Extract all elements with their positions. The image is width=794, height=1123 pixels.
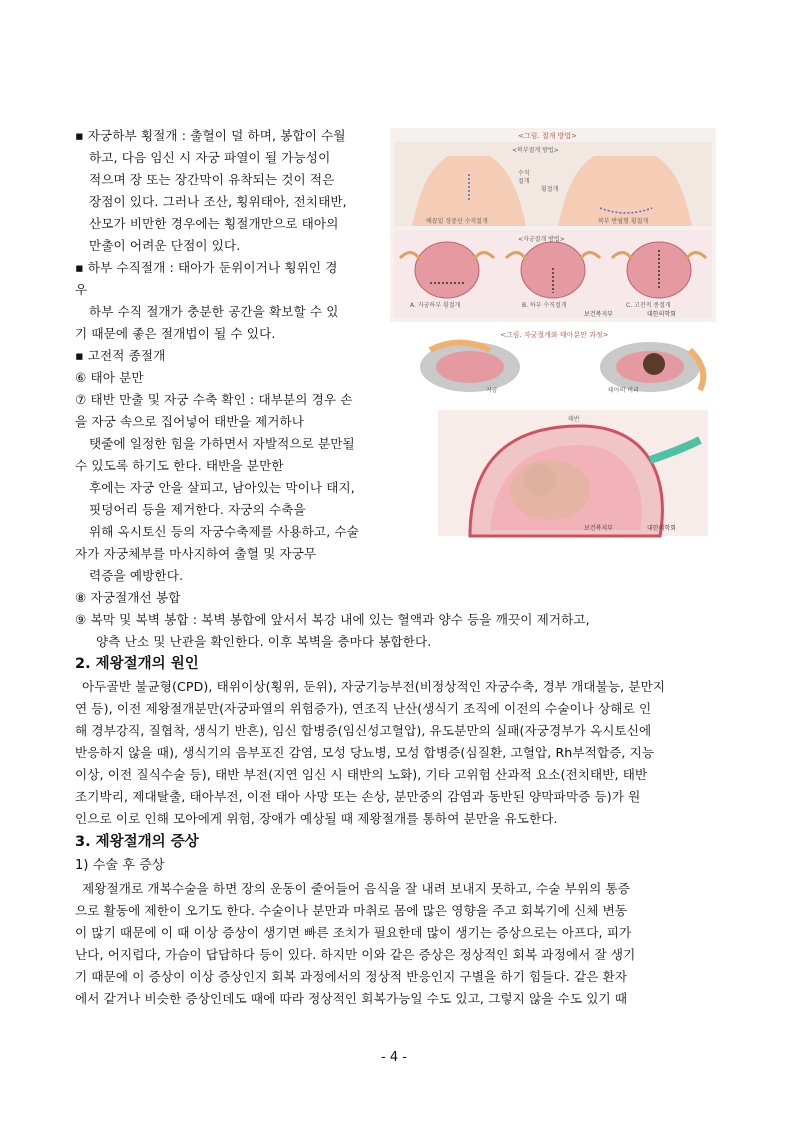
paragraph-line: 으로 활동에 제한이 오기도 한다. 수술이나 분만과 마취로 몸에 많은 영향을 주고 회복기에 신체 변동 (75, 903, 628, 918)
text-line: 수 있도록 하기도 한다. 태반을 분만한 (75, 458, 284, 473)
uterine-label-a: A. 자궁하부 횡절개 (410, 302, 461, 309)
paragraph-line: 이 많기 때문에 이 때 이상 증상이 생기면 빠른 조치가 필요한데 많이 생기는 증상으로는 아프다, 피가 (75, 925, 632, 940)
step-9: ⑨ 복막 및 복벽 봉합 : 복벽 봉합에 앞서서 복강 내에 있는 혈액과 양수 등을 깨끗이 제거하고, (75, 612, 590, 627)
label-placenta: 태반 (568, 416, 580, 423)
text-line: 하부 수직 절개가 충분한 공간을 확보할 수 있 (89, 304, 339, 319)
paragraph-line: 제왕절개로 개복수술을 하면 장의 운동이 줄어들어 음식을 잘 내려 보내지 못하고, 수술 부위의 통증 (82, 881, 631, 896)
incision-illustration (390, 128, 716, 322)
text-line: 장점이 있다. 그러나 조산, 횡위태아, 전치태반, (89, 194, 347, 209)
text-line: 기 때문에 좋은 절개법이 될 수 있다. (75, 326, 276, 341)
panel-left-label: 배꼽밑 정중선 수직절개 (426, 218, 488, 225)
figure-caption: <그림. 자궁절개와 태아분만 과정> (500, 331, 609, 339)
uterine-label-b: B. 하부 수직절개 (522, 302, 567, 309)
step-6: ⑥ 태아 분만 (75, 370, 144, 385)
step-9-cont: 양측 난소 및 난관을 확인한다. 이후 복벽을 층마다 봉합한다. (96, 634, 432, 649)
step-8: ⑧ 자궁절개선 봉합 (75, 590, 181, 605)
step-7: ⑦ 태반 만출 및 자궁 수축 확인 : 대부분의 경우 손 (75, 392, 353, 407)
text-line: 만출이 어려운 단점이 있다. (89, 238, 241, 253)
logo-mohw: 보건복지부 (584, 525, 613, 532)
section-3-subheading: 1) 수술 후 증상 (75, 858, 165, 873)
paragraph-line: 아두골반 불균형(CPD), 태위이상(횡위, 둔위), 자궁기능부전(비정상적인 자궁수축, 경부 개대불능, 분만지 (82, 679, 666, 694)
text-line: 산모가 비만한 경우에는 횡절개만으로 태아의 (89, 216, 339, 231)
figure-delivery-process (410, 330, 716, 540)
text-line: 을 자궁 속으로 집어넣어 태반을 제거하나 (75, 414, 305, 429)
sub-caption-uterine: <자궁절개 방법> (518, 236, 565, 243)
text-line: 자가 자궁체부를 마사지하여 출혈 및 자궁무 (75, 546, 317, 561)
bullet-lower-transverse: ▪ 자궁하부 횡절개 : 출혈이 덜 하며, 봉합이 수월 (75, 128, 346, 143)
panel-right-label: 복부 반월형 횡절개 (598, 218, 649, 225)
delivery-illustration (410, 330, 716, 540)
logo-kams: 대한의학회 (647, 525, 676, 532)
text-line: 력증을 예방한다. (89, 568, 184, 583)
text-line: 후에는 자궁 안을 살피고, 남아있는 막이나 태지, (89, 480, 355, 495)
paragraph-line: 에서 같거나 비슷한 증상인데도 때에 따라 정상적인 회복가능일 수도 있고, 그렇지 않을 수도 있기 때 (75, 991, 628, 1006)
label-fetal-head: 태아의 머리 (608, 387, 639, 394)
text-line: 적으며 장 또는 장간막이 유착되는 것이 적은 (89, 172, 335, 187)
text-line: 위해 옥시토신 등의 자궁수축제를 사용하고, 수술 (89, 524, 359, 539)
section-3-heading: 3. 제왕절개의 증상 (75, 834, 199, 850)
paragraph-line: 반응하지 않을 때), 생식기의 음부포진 감염, 모성 당뇨병, 모성 합병증(심질환, 고혈압, Rh부적합증, 지능 (75, 745, 655, 760)
paragraph-line: 인으로 이로 인해 모아에게 위험, 장애가 예상될 때 제왕절개를 통하여 분만을 유도한다. (75, 811, 558, 826)
logo-kams: 대한의학회 (647, 311, 676, 318)
logo-mohw: 보건복지부 (584, 311, 613, 318)
paragraph-line: 이상, 이전 질식수술 등), 태반 부전(지연 임신 시 태반의 노화), 기타 고위험 산과적 요소(전치태반, 태반 (75, 767, 648, 782)
text-line: 탯줄에 일정한 힘을 가하면서 자발적으로 분만될 (89, 436, 355, 451)
paragraph-line: 연 등), 이전 제왕절개분만(자궁파열의 위험증가), 연조직 난산(생식기 조직에 이전의 수술이나 상해로 인 (75, 701, 652, 716)
figure-incision-methods (390, 128, 716, 322)
section-2-heading: 2. 제왕절개의 원인 (75, 656, 199, 672)
bullet-classical: ▪ 고전적 종절개 (75, 348, 166, 363)
label-vertical: 수직 (518, 170, 530, 177)
text-line: 하고, 다음 임신 시 자궁 파열이 될 가능성이 (89, 150, 331, 165)
text-line: 핏덩어리 등을 제거한다. 자궁의 수축을 (89, 502, 306, 517)
paragraph-line: 기 때문에 이 증상이 이상 증상인지 회복 과정에서의 정상적 반응인지 구별을 하기 힘들다. 같은 환자 (75, 969, 628, 984)
label-uterus: 자궁 (486, 387, 498, 394)
label-transverse: 횡절개 (541, 186, 559, 193)
paragraph-line: 해 경부강직, 질협착, 생식기 반흔), 임신 합병증(임신성고혈압), 유도분만의 실패(자궁경부가 옥시토신에 (75, 723, 652, 738)
paragraph-line: 난다, 어지럽다, 가슴이 답답하다 등이 있다. 하지만 이와 같은 증상은 정상적인 회복 과정에서 잘 생기 (75, 947, 636, 962)
page-number: - 4 - (381, 1050, 407, 1065)
figure-caption: <그림. 절개 방법> (518, 132, 577, 140)
label-incision: 절개 (518, 178, 530, 185)
paragraph-line: 조기박리, 제대탈출, 태아부전, 이전 태아 사망 또는 손상, 분만중의 감염과 동반된 양막파막증 등)가 원 (75, 789, 641, 804)
uterine-label-c: C. 고전적 종절개 (626, 302, 671, 309)
bullet-lower-vertical: ▪ 하부 수직절개 : 태아가 둔위이거나 횡위인 경 (75, 260, 338, 275)
text-line: 우 (75, 282, 88, 297)
sub-caption-abdominal: <복부절개 방법> (512, 147, 559, 154)
